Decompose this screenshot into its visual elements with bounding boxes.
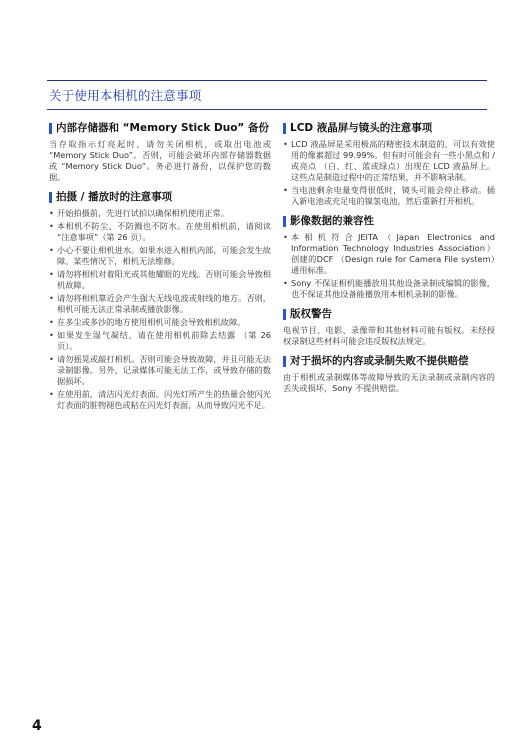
section-shooting-playback <box>49 191 271 411</box>
heading-marker <box>283 356 286 367</box>
section-no-compensation <box>283 355 495 394</box>
list-item: • 如果发生湿气凝结，请在使用相机前除去结露 （第 26 页）。 <box>49 330 271 351</box>
section-heading: 影像数据的兼容性 <box>283 215 495 228</box>
section-text: 电视节目、电影、录像带和其他材料可能有版权。未经授权录制这些材料可能会违反版权法规定。 <box>283 325 495 346</box>
list-item: • 本相机不防尘、不防溅也不防水。在使用相机前，请阅读 “注意事项”（第 26 页）。 <box>49 221 271 242</box>
list-item: • 在多尘或多沙的地方使用相机可能会导致相机故障。 <box>49 317 246 327</box>
list-item: • 本相机符合JEITA（Japan Electronics and Information Technology Industries Association）创建的DCF （Design rule for Camera File system）通用标准。 <box>283 232 495 275</box>
right-column <box>283 122 495 402</box>
list-item: • 请勿将相机靠近会产生强大无线电波或射线的地方。否则，相机可能无法正常录制或播放影像。 <box>49 293 271 314</box>
heading-marker <box>49 192 52 203</box>
title-underline <box>47 109 487 110</box>
heading-marker <box>49 123 52 134</box>
section-text: 当存取指示灯亮起时，请勿关闭相机，或取出电池或 “Memory Stick Duo”。否则，可能会破坏内部存储器数据或 “Memory Stick Duo”。务必进行备份，以保护您的数据。 <box>49 139 271 182</box>
list-item: • 小心不要让相机进水。如果水进入相机内部，可能会发生故障。某些情况下，相机无法维修。 <box>49 245 271 266</box>
bullet-list <box>283 139 495 207</box>
list-item: • 请勿将相机对着阳光或其他耀眼的光线。否则可能会导致相机故障。 <box>49 269 271 290</box>
section-heading: 版权警告 <box>283 308 495 321</box>
section-image-compatibility <box>283 215 495 300</box>
heading-marker <box>283 309 286 320</box>
list-item: • 开始拍摄前，先进行试拍以确保相机使用正常。 <box>49 208 229 218</box>
section-copyright <box>283 308 495 347</box>
bullet-list <box>283 232 495 300</box>
top-rule <box>47 80 487 81</box>
section-text: 由于相机或录制媒体等故障导致的无法录制或录制内容的丢失或损坏，Sony 不提供赔偿。 <box>283 372 495 393</box>
section-memory-backup <box>49 122 271 183</box>
bullet-list <box>49 208 271 411</box>
list-item: • 请勿摇晃或敲打相机。否则可能会导致故障，并且可能无法录制影像。另外，记录媒体可能无法工作，或导致存储的数据损坏。 <box>49 354 271 386</box>
list-item: • 当电池剩余电量变得很低时，镜头可能会停止移动。插入新电池或充足电的镍氢电池，然后重新打开相机。 <box>283 185 495 206</box>
section-heading: LCD 液晶屏与镜头的注意事项 <box>283 122 495 135</box>
heading-marker <box>283 216 286 227</box>
page-title: 关于使用本相机的注意事项 <box>49 88 202 103</box>
list-item: • LCD 液晶屏是采用极高的精密技术制造的，可以有效使用的像素超过 99.99%。但有时可能会有一些小黑点和 / 或亮点 （白、红、蓝或绿点）出现在 LCD 液晶屏上。这些点是制造过程中的正常结果，并不影响录制。 <box>283 139 495 182</box>
left-column <box>49 122 271 419</box>
section-heading: 拍摄 / 播放时的注意事项 <box>49 191 271 204</box>
section-heading: 内部存储器和 “Memory Stick Duo” 备份 <box>49 122 271 135</box>
list-item: • Sony 不保证相机能播放用其他设备录制或编辑的影像，也不保证其他设备能播放用本相机录制的影像。 <box>283 278 495 299</box>
page-number: 4 <box>32 718 42 734</box>
heading-marker <box>283 123 286 134</box>
list-item: • 在使用前，清洁闪光灯表面。闪光灯所产生的热量会使闪光灯表面的脏物褪色或粘在闪光灯表面，从而导致闪光不足。 <box>49 389 271 410</box>
section-lcd-lens <box>283 122 495 207</box>
section-heading: 对于损坏的内容或录制失败不提供赔偿 <box>283 355 495 368</box>
